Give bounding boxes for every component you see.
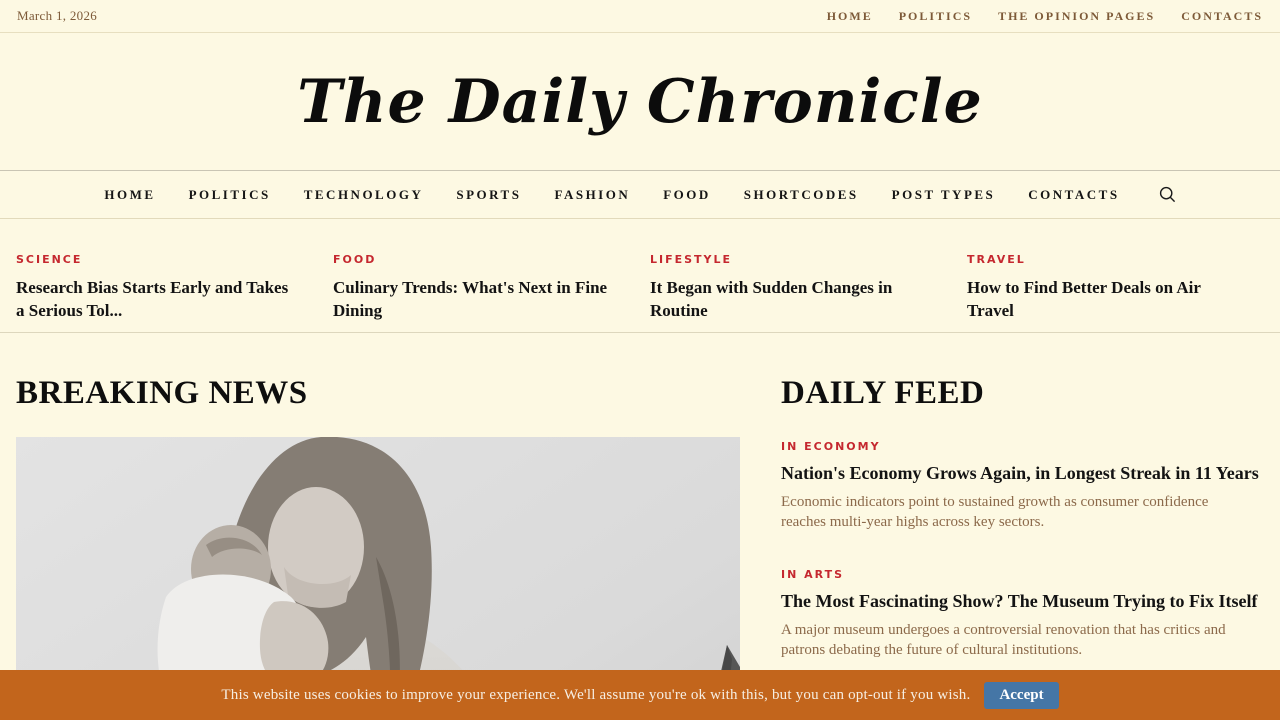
teaser-science — [16, 250, 313, 332]
teaser-headline-lifestyle[interactable]: It Began with Sudden Changes in Routine — [650, 278, 893, 320]
teaser-travel — [967, 250, 1264, 332]
daily-feed-title: DAILY FEED — [781, 375, 985, 411]
daily-feed-section — [781, 333, 1264, 720]
cookie-consent-bar — [0, 670, 1280, 720]
teaser-category-travel[interactable]: TRAVEL — [967, 253, 1026, 266]
teaser-food — [333, 250, 630, 332]
nav-item-fashion[interactable]: FASHION — [554, 186, 631, 202]
teaser-category-food[interactable]: FOOD — [333, 253, 377, 266]
breaking-news-title: BREAKING NEWS — [16, 375, 308, 411]
teaser-lifestyle — [650, 250, 947, 332]
cookie-accept-button[interactable]: Accept — [984, 682, 1058, 709]
nav-item-food[interactable]: FOOD — [663, 186, 711, 202]
nav-item-politics[interactable]: POLITICS — [188, 186, 271, 202]
teaser-headline-travel[interactable]: How to Find Better Deals on Air Travel — [967, 278, 1201, 320]
teaser-category-lifestyle[interactable]: LIFESTYLE — [650, 253, 733, 266]
main-nav — [0, 170, 1280, 219]
feed-item-arts — [781, 565, 1264, 660]
nav-item-shortcodes[interactable]: SHORTCODES — [743, 186, 859, 202]
nav-item-contacts[interactable]: CONTACTS — [1028, 186, 1120, 202]
cookie-message: This website uses cookies to improve your experience. We'll assume you're ok with this, but you can opt-out if you wish. — [221, 686, 971, 703]
feed-excerpt-arts: A major museum undergoes a controversial renovation that has critics and patrons debating the future of cultural institutions. — [781, 621, 1226, 658]
topbar-link-politics[interactable]: POLITICS — [898, 8, 973, 23]
breaking-news-section — [16, 333, 740, 720]
teaser-category-science[interactable]: SCIENCE — [16, 253, 83, 266]
main-content — [0, 333, 1280, 720]
current-date: March 1, 2026 — [17, 8, 98, 23]
feed-label-economy[interactable]: IN ECONOMY — [781, 440, 881, 453]
teaser-headline-food[interactable]: Culinary Trends: What's Next in Fine Dining — [333, 278, 608, 320]
teaser-headline-science[interactable]: Research Bias Starts Early and Takes a Serious Tol... — [16, 278, 289, 320]
nav-item-post-types[interactable]: POST TYPES — [891, 186, 996, 202]
topbar-link-contacts[interactable]: CONTACTS — [1181, 8, 1263, 23]
topbar-nav — [827, 9, 1263, 24]
search-icon[interactable] — [1159, 186, 1176, 203]
nav-item-sports[interactable]: SPORTS — [456, 186, 522, 202]
feed-item-economy — [781, 437, 1264, 532]
feed-headline-economy[interactable]: Nation's Economy Grows Again, in Longest Streak in 11 Years — [781, 463, 1259, 483]
feed-excerpt-economy: Economic indicators point to sustained growth as consumer confidence reaches multi-year highs across key sectors. — [781, 493, 1209, 530]
masthead — [0, 33, 1280, 170]
feed-headline-arts[interactable]: The Most Fascinating Show? The Museum Trying to Fix Itself — [781, 591, 1258, 611]
nav-item-home[interactable]: HOME — [104, 186, 156, 202]
site-logo[interactable]: The Daily Chronicle — [297, 66, 983, 137]
topbar-link-opinion-pages[interactable]: THE OPINION PAGES — [998, 8, 1156, 23]
feed-label-arts[interactable]: IN ARTS — [781, 568, 845, 581]
teaser-strip — [0, 219, 1280, 333]
nav-item-technology[interactable]: TECHNOLOGY — [303, 186, 424, 202]
top-bar — [0, 0, 1280, 33]
topbar-link-home[interactable]: HOME — [826, 8, 873, 23]
